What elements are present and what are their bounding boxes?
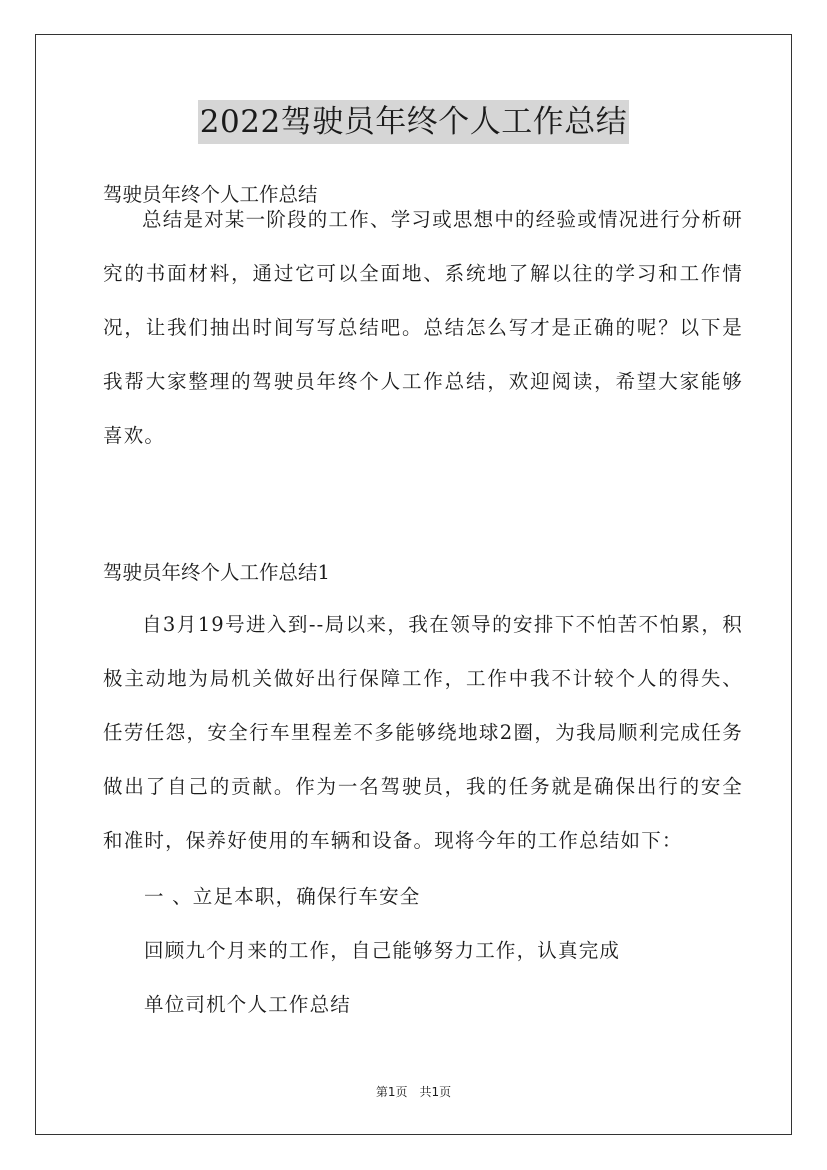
intro-paragraph: 总结是对某一阶段的工作、学习或思想中的经验或情况进行分析研究的书面材料，通过它可以全面地、系统地了解以往的学习和工作情况，让我们抽出时间写写总结吧。总结怎么写才是正确的呢？以下是我帮大家整理的驾驶员年终个人工作总结，欢迎阅读，希望大家能够喜欢。 (103, 208, 743, 447)
document-title (0, 100, 827, 144)
document-title-text: 2022驾驶员年终个人工作总结 (198, 100, 629, 144)
page-footer: 第1页 共1页 (375, 1085, 452, 1099)
related-title: 单位司机个人工作总结 (144, 993, 352, 1016)
section-paragraph: 自3月19号进入到--局以来，我在领导的安排下不怕苦不怕累，积极主动地为局机关做好出行保障工作，工作中我不计较个人的得失、任劳任怨，安全行车里程差不多能够绕地球2圈，为我局顺利完成任务做出了自己的贡献。作为一名驾驶员，我的任务就是确保出行的安全和准时，保养好使用的车辆和设备。现将今年的工作总结如下： (103, 613, 743, 852)
point-heading: 一 、立足本职，确保行车安全 (144, 885, 421, 908)
section-heading: 驾驶员年终个人工作总结1 (103, 561, 330, 584)
point-paragraph: 回顾九个月来的工作，自己能够努力工作，认真完成 (144, 939, 621, 962)
document-subtitle: 驾驶员年终个人工作总结 (103, 183, 318, 206)
